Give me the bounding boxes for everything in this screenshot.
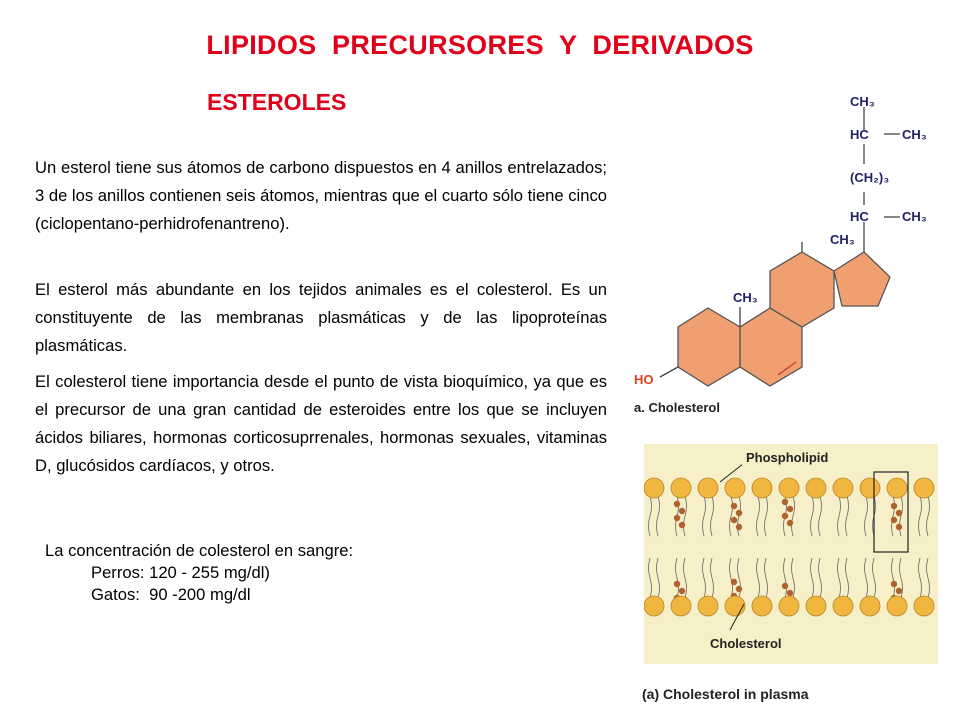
phospholipid-head <box>860 478 880 498</box>
phospholipid-head <box>860 596 880 616</box>
cholesterol-molecule-dot <box>674 515 680 521</box>
phospholipid-head <box>698 478 718 498</box>
cholesterol-structure-figure <box>620 92 940 422</box>
cholesterol-molecule-dot <box>679 522 685 528</box>
phospholipid-head <box>644 596 664 616</box>
membrane-caption-part-label: (a) <box>642 686 660 702</box>
cholesterol-molecule-dot <box>787 506 793 512</box>
phospholipid-head <box>833 478 853 498</box>
cholesterol-molecule-dot <box>787 590 793 596</box>
cholesterol-molecule-dot <box>891 503 897 509</box>
label-ch2-3: (CH₂)₃ <box>850 170 890 185</box>
paragraph-esterol-definition: Un esterol tiene sus átomos de carbono dispuestos en 4 anillos entrelazados; 3 de los anillos contienen seis átomos, mientras que el cuarto sólo tiene cinco (ciclopentano-perhidrofenantreno). <box>35 158 607 233</box>
cholesterol-molecule-dot <box>782 499 788 505</box>
phospholipid-label: Phospholipid <box>746 450 829 465</box>
phospholipid-head <box>833 596 853 616</box>
phospholipid-head <box>671 478 691 498</box>
cholesterol-molecule-dot <box>674 501 680 507</box>
phospholipid-head <box>779 478 799 498</box>
cholesterol-molecule-dot <box>731 517 737 523</box>
phospholipid-head <box>725 478 745 498</box>
ring-a <box>678 308 740 386</box>
paragraph-colesterol-importance: El colesterol tiene importancia desde el punto de vista bioquímico, ya que es el precursor de una gran cantidad de esteroides entre los que se incluyen ácidos biliares, hormonas corticosuprrenales, hormonas sexuales, vitaminas D, glucósidos cardíacos, y otros. <box>35 372 607 475</box>
concentration-block <box>45 540 353 606</box>
phospholipid-head <box>698 596 718 616</box>
cholesterol-molecule-dot <box>731 579 737 585</box>
page-title: LIPIDOS PRECURSORES Y DERIVADOS <box>206 30 754 60</box>
label-ch3-branch-2: CH₃ <box>902 209 927 224</box>
cholesterol-molecule-dot <box>787 520 793 526</box>
cholesterol-molecule-dot <box>674 581 680 587</box>
phospholipid-head <box>806 478 826 498</box>
cholesterol-molecule-dot <box>891 581 897 587</box>
concentration-heading: La concentración de colesterol en sangre: <box>45 541 354 560</box>
cholesterol-molecule-dot <box>731 503 737 509</box>
membrane-svg <box>644 444 938 664</box>
phospholipid-head <box>752 478 772 498</box>
cholesterol-label: Cholesterol <box>710 636 782 651</box>
phospholipid-head <box>914 596 934 616</box>
phospholipid-head <box>887 596 907 616</box>
cholesterol-caption: a. Cholesterol <box>634 400 720 415</box>
cholesterol-molecule-dot <box>736 510 742 516</box>
ring-d <box>834 252 890 306</box>
cholesterol-molecule-dot <box>896 588 902 594</box>
cholesterol-molecule-dot <box>679 508 685 514</box>
label-hc-2: HC <box>850 209 869 224</box>
membrane-figure <box>644 444 938 664</box>
phospholipid-head <box>671 596 691 616</box>
cholesterol-molecule-dot <box>736 586 742 592</box>
cholesterol-molecule-dot <box>679 588 685 594</box>
phospholipid-head <box>806 596 826 616</box>
cholesterol-molecule-dot <box>896 524 902 530</box>
phospholipid-head <box>887 478 907 498</box>
label-ch3-ring-b: CH₃ <box>733 290 758 305</box>
label-ch3-ring-d: CH₃ <box>830 232 855 247</box>
label-ch3-top: CH₃ <box>850 94 875 109</box>
section-subtitle: ESTEROLES <box>207 89 347 115</box>
membrane-caption <box>642 686 809 702</box>
concentration-gatos: Gatos: 90 -200 mg/dl <box>91 585 251 604</box>
phospholipid-head <box>644 478 664 498</box>
phospholipid-head <box>914 478 934 498</box>
cholesterol-molecule-dot <box>891 517 897 523</box>
cholesterol-molecule-dot <box>782 583 788 589</box>
label-hc-1: HC <box>850 127 869 142</box>
paragraph-colesterol-abundance: El esterol más abundante en los tejidos animales es el colesterol. Es un constituyente de las membranas plasmáticas y de las lipoproteínas plasmáticas. <box>35 280 607 355</box>
cholesterol-molecule-dot <box>896 510 902 516</box>
concentration-perros: Perros: 120 - 255 mg/dl) <box>91 563 270 582</box>
phospholipid-head <box>752 596 772 616</box>
cholesterol-molecule-dot <box>736 524 742 530</box>
membrane-background <box>644 444 938 664</box>
cholesterol-molecule-dot <box>782 513 788 519</box>
phospholipid-head <box>779 596 799 616</box>
label-ho: HO <box>634 372 654 387</box>
label-ch3-branch-1: CH₃ <box>902 127 927 142</box>
phospholipid-head <box>725 596 745 616</box>
cholesterol-structure-svg <box>620 92 940 422</box>
membrane-caption-text: Cholesterol in plasma <box>659 686 809 702</box>
